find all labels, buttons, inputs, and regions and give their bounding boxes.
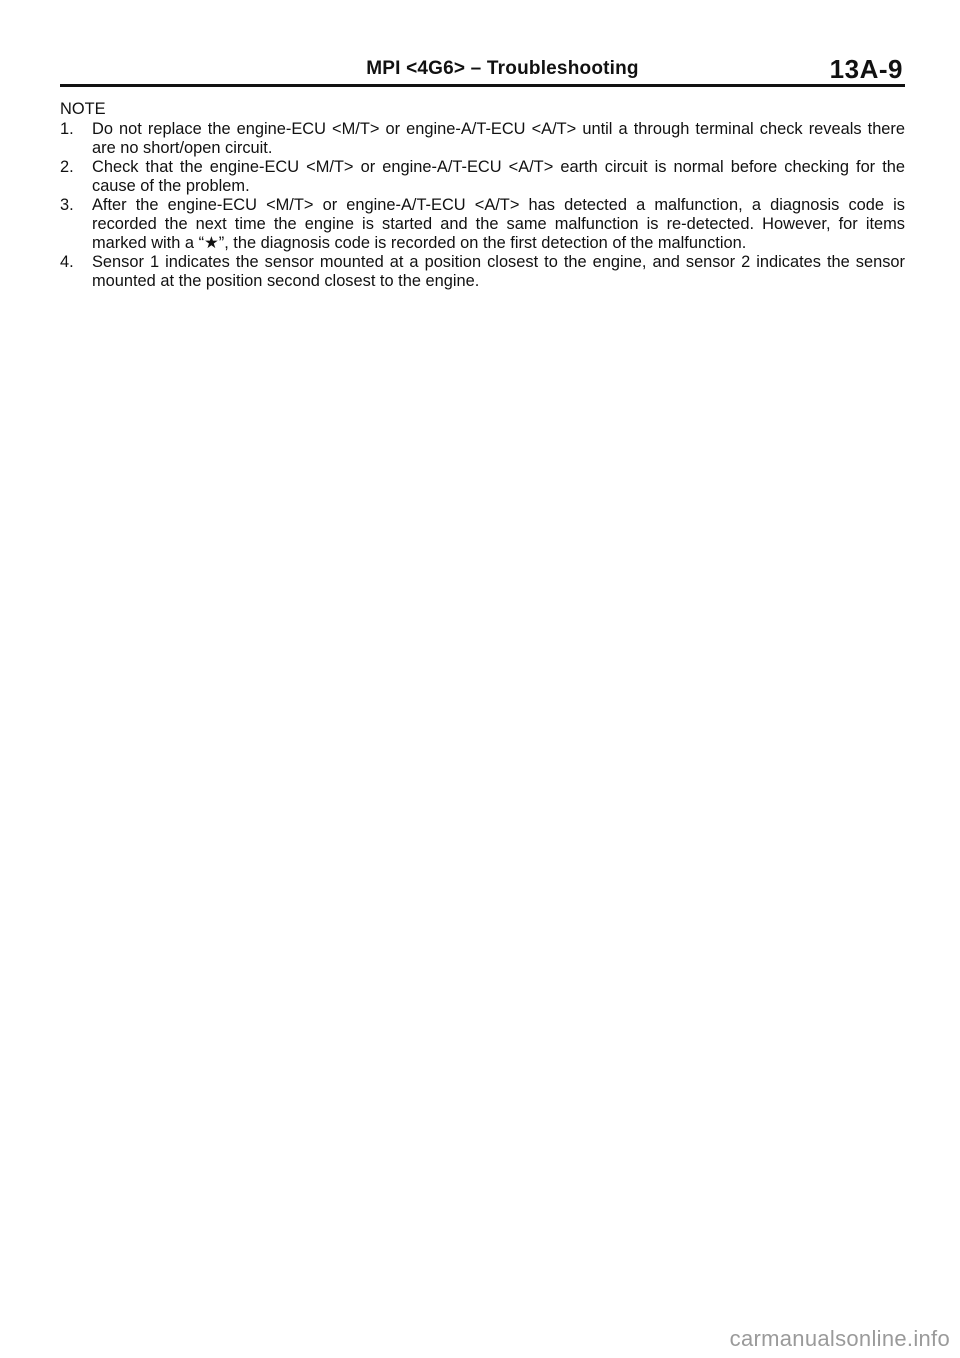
note-heading: NOTE — [60, 100, 106, 118]
note-item-number: 2. — [60, 158, 74, 176]
note-item-number: 3. — [60, 196, 74, 214]
page-header — [60, 54, 905, 86]
note-item-1 — [60, 120, 905, 158]
header-divider — [60, 84, 905, 87]
page-number: 13A-9 — [829, 54, 903, 84]
note-item-number: 4. — [60, 253, 74, 271]
note-item-text: After the engine-ECU <M/T> or engine-A/T-ECU <A/T> has detected a malfunction, a diagnosis code is recorded the next time the engine is started and the same malfunction is re-detected. However, for items marked with a “★”, the diagnosis code is recorded on the first detection of the malfunction. — [92, 196, 905, 252]
note-item-number: 1. — [60, 120, 74, 138]
watermark-text: carmanualsonline.info — [729, 1326, 950, 1351]
note-item-text: Do not replace the engine-ECU <M/T> or engine-A/T-ECU <A/T> until a through terminal check reveals there are no short/open circuit. — [92, 120, 905, 157]
note-item-2 — [60, 158, 905, 196]
note-list — [60, 120, 905, 291]
note-item-3 — [60, 196, 905, 253]
note-item-text: Sensor 1 indicates the sensor mounted at a position closest to the engine, and sensor 2 indicates the sensor mounted at the position second closest to the engine. — [92, 253, 905, 290]
note-item-4 — [60, 253, 905, 291]
note-item-text: Check that the engine-ECU <M/T> or engine-A/T-ECU <A/T> earth circuit is normal before checking for the cause of the problem. — [92, 158, 905, 195]
note-section — [60, 100, 905, 291]
section-title: MPI <4G6> – Troubleshooting — [366, 58, 639, 79]
